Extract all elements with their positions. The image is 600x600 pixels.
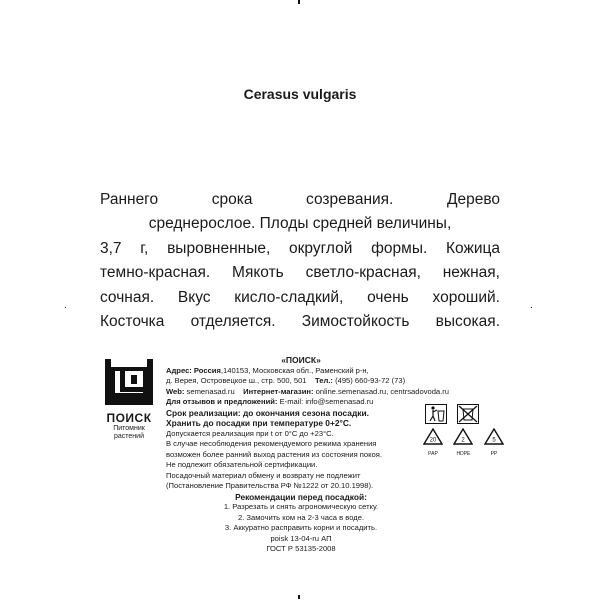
info-block <box>166 355 450 555</box>
web-line <box>166 386 450 398</box>
recycle-number: 2 <box>461 437 466 444</box>
product-code: poisk 13-04-ru АП <box>270 533 332 543</box>
crop-mark-top <box>298 0 300 4</box>
description-line: среднерослое. Плоды средней величины, <box>148 215 452 233</box>
return-note-2: (Постановление Правительства РФ №1222 от 20.10.1998). <box>166 481 374 490</box>
logo-subtitle-1: Питомник <box>113 425 145 432</box>
recycle-number: 5 <box>492 437 496 444</box>
address-label: Адрес: Россия <box>166 365 221 375</box>
margin-dot-right: . <box>530 300 533 311</box>
recommendations-title: Рекомендации перед посадкой: <box>235 491 367 502</box>
description-line: Косточка отделяется. Зимостойкость высокая. <box>100 312 500 330</box>
plant-latin-name: Cerasus vulgaris <box>243 86 357 102</box>
address-line <box>166 366 436 377</box>
storage-temp: Хранить до посадки при температуре 0+2°C. <box>166 418 352 428</box>
margin-dot-left: . <box>64 300 67 311</box>
shop-link[interactable]: online.semenasad.ru, centrsadovoda.ru <box>315 386 450 396</box>
feedback-line <box>166 397 436 408</box>
recycle-pap <box>423 428 443 457</box>
recycling-icons <box>423 428 510 457</box>
feedback-label: Для отзывов и предложений: <box>166 397 278 406</box>
web-link[interactable]: semenasad.ru <box>186 386 235 396</box>
recommendation-3: 3. Аккуратно расправить корни и посадить. <box>224 523 378 532</box>
storage-note-1: В случае несоблюдения рекомендуемого режима хранения <box>166 439 377 448</box>
phone-label: Тел.: <box>314 376 333 385</box>
certification-note: Не подлежит обязательной сертификации. <box>166 460 318 469</box>
recycle-triangle-icon <box>453 428 473 446</box>
description-line: Раннего срока созревания. Дерево <box>100 191 500 208</box>
poisk-logo-icon <box>101 357 157 407</box>
recommendation-1: 1. Разрезать и снять агрономическую сетку. <box>223 502 379 511</box>
logo-subtitle-2: растений <box>114 433 144 440</box>
description-line: 3,7 г, выровненные, округлой формы. Кожица <box>100 239 500 257</box>
logo-brand: ПОИСК <box>106 411 152 425</box>
phone-number: (495) 660-93-72 (73) <box>335 376 406 385</box>
recycle-number: 20 <box>429 437 437 444</box>
no-litter-icon <box>457 404 479 424</box>
crop-mark-bottom <box>298 595 300 599</box>
web-label: Web: <box>166 386 185 396</box>
address-line-2 <box>166 376 436 387</box>
recycle-label: PP <box>490 451 498 457</box>
address-text: ,140153, Московская обл., Раменский р-н, <box>220 365 369 375</box>
recommendation-2: 2. Замочить ком на 2-3 часа в воде. <box>237 512 365 522</box>
gost-standard: ГОСТ Р 53135-2008 <box>266 544 336 553</box>
handling-icons <box>425 404 485 424</box>
recycle-pp <box>484 428 504 457</box>
plant-description <box>100 188 500 334</box>
description-line: темно-красная. Мякоть светло-красная, нежная, <box>100 264 500 282</box>
storage-note-2: возможен более ранний выход растения из состояния покоя. <box>166 449 382 459</box>
return-note-1: Посадочный материал обмену и возврату не подлежит <box>166 470 361 480</box>
sale-term: Срок реализации: до окончания сезона посадки. <box>166 407 369 418</box>
recycle-triangle-icon <box>423 428 443 446</box>
poisk-logo <box>101 357 157 441</box>
recycle-label: HDPE <box>456 451 471 457</box>
feedback-email[interactable]: E-mail: info@semenasad.ru <box>279 397 374 406</box>
address-text-2: д. Верея, Островецкое ш., стр. 500, 501 <box>166 376 307 385</box>
description-line: сочная. Вкус кисло-сладкий, очень хороший. <box>100 288 500 306</box>
recycle-hdpe <box>453 428 473 457</box>
recycle-label: PAP <box>428 451 438 457</box>
shop-label: Интернет-магазин: <box>243 386 314 396</box>
trash-bin-icon <box>425 404 447 424</box>
company-name: «ПОИСК» <box>281 355 321 365</box>
recycle-triangle-icon <box>484 428 504 446</box>
allowed-temp: Допускается реализация при t от 0°C до +23°C. <box>166 428 334 438</box>
